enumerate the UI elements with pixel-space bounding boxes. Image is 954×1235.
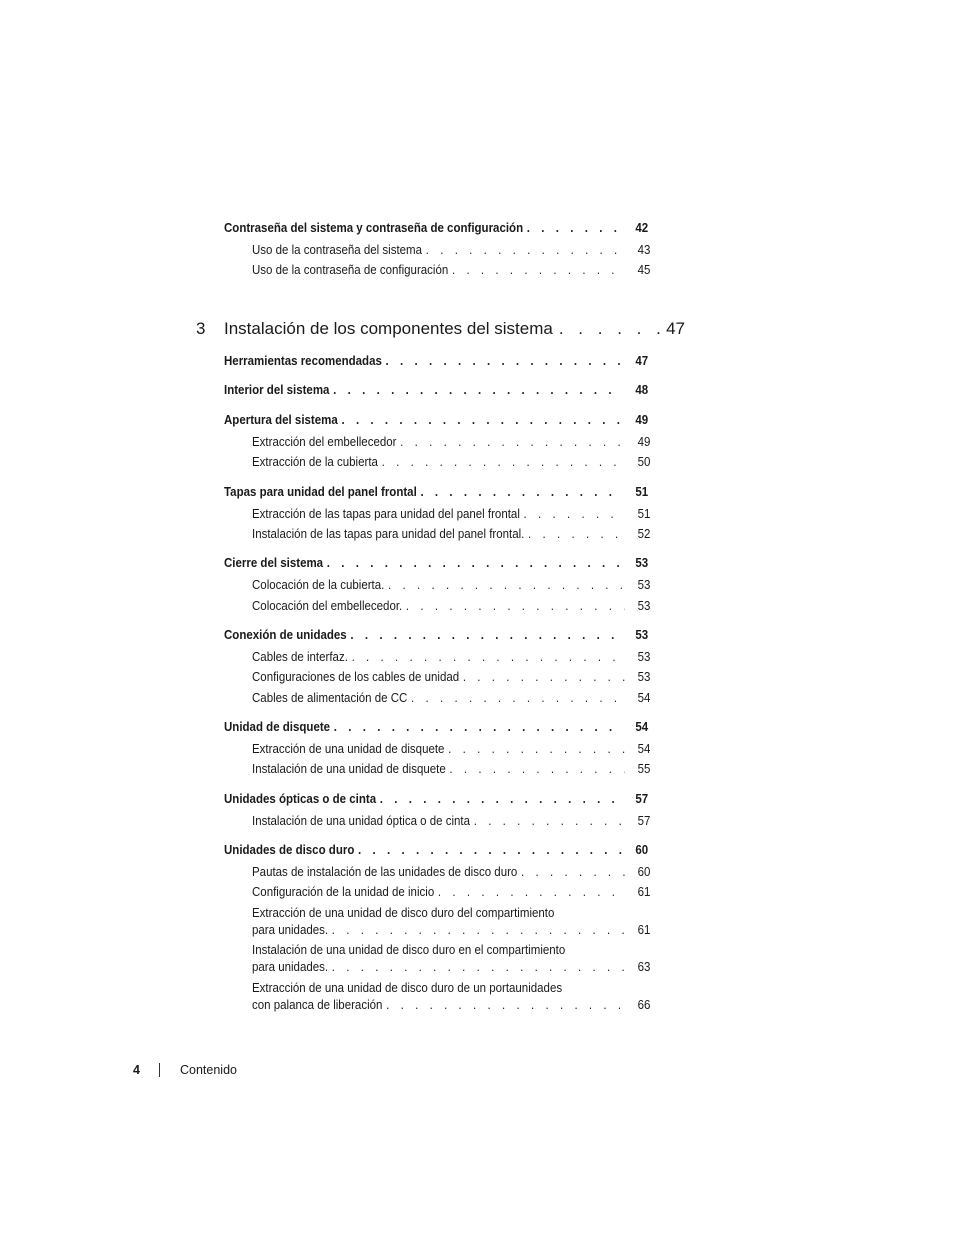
footer-page-number: 4 [133,1063,140,1077]
toc-entry[interactable] [252,649,650,665]
toc-entry-page: 61 [637,923,651,937]
toc-entry[interactable] [252,905,650,939]
toc-entry[interactable] [224,627,648,643]
leader-dots [388,577,625,593]
toc-entry-page: 60 [637,865,651,879]
leader-dots [406,598,625,614]
leader-dots [559,318,660,340]
toc-entry-page: 53 [635,628,649,642]
toc-entry-label: para unidades. [252,923,329,937]
leader-dots [527,220,623,236]
toc-entry-page: 63 [637,960,651,974]
toc-entry-label-line1: Extracción de una unidad de disco duro de un portaunidades [252,981,563,995]
toc-entry-page: 52 [637,527,651,541]
toc-entry-label: Instalación de una unidad de disquete [252,761,449,777]
toc-entry[interactable] [252,598,650,614]
leader-dots [420,484,622,500]
leader-dots [438,884,625,900]
toc-entry-label: Unidad de disquete [224,719,334,735]
toc-entry[interactable] [224,484,648,500]
leader-dots [386,997,624,1014]
toc-entry-label: Colocación del embellecedor. [252,598,406,614]
toc-entry[interactable] [252,669,650,685]
toc-entry[interactable] [252,813,650,829]
toc-entry-label: para unidades. [252,960,329,974]
toc-entry[interactable] [252,942,650,976]
toc-entry-label: Conexión de unidades [224,627,350,643]
toc-entry-page: 53 [637,599,651,613]
leader-dots [380,791,623,807]
chapter-page: 47 [666,319,685,338]
leader-dots [332,959,625,976]
toc-entry-page: 55 [637,762,651,776]
toc-entry-page: 53 [637,578,651,592]
toc-entry[interactable] [252,761,650,777]
toc-entry-page: 61 [637,885,651,899]
leader-dots [333,382,622,398]
toc-entry-label: Configuración de la unidad de inicio [252,884,438,900]
leader-dots [426,242,625,258]
toc-entry-page: 53 [635,556,649,570]
leader-dots [411,690,625,706]
toc-entry-page: 43 [637,243,651,257]
leader-dots [382,454,625,470]
toc-entry-label: con palanca de liberación [252,998,383,1012]
toc-entry-label: Instalación de una unidad óptica o de cinta [252,813,474,829]
toc-entry-label: Extracción de una unidad de disquete [252,741,448,757]
toc-entry-label: Configuraciones de los cables de unidad [252,669,463,685]
toc-entry[interactable] [224,220,648,236]
leader-dots [521,864,625,880]
toc-entry-label: Apertura del sistema [224,412,341,428]
toc-entry[interactable] [224,842,648,858]
leader-dots [332,922,625,939]
toc-entry-label: Colocación de la cubierta. [252,577,388,593]
toc-entry-label: Cierre del sistema [224,555,327,571]
toc-entry[interactable] [252,434,650,450]
toc-entry-label: Uso de la contraseña de configuración [252,262,452,278]
leader-dots [528,526,625,542]
toc-entry[interactable] [252,506,650,522]
toc-entry[interactable] [252,884,650,900]
toc-entry-page: 66 [637,998,651,1012]
toc-entry-label: Pautas de instalación de las unidades de disco duro [252,864,521,880]
toc-entry-page: 49 [637,435,651,449]
page-footer [133,1062,237,1078]
chapter-heading[interactable] [196,318,685,340]
toc-entry-label: Tapas para unidad del panel frontal [224,484,420,500]
toc-entry-label: Unidades ópticas o de cinta [224,791,380,807]
toc-entry-page: 54 [635,720,649,734]
toc-entry-page: 51 [635,485,649,499]
toc-entry-label: Cables de interfaz. [252,649,352,665]
toc-entry[interactable] [252,577,650,593]
chapter-title: Instalación de los componentes del sistema [224,319,553,338]
toc-entry-page: 50 [637,455,651,469]
toc-entry-page: 48 [635,383,649,397]
leader-dots [334,719,623,735]
toc-entry-label: Uso de la contraseña del sistema [252,242,426,258]
leader-dots [452,262,625,278]
toc-entry-page: 47 [635,354,649,368]
toc-entry-page: 42 [635,221,649,235]
toc-entry[interactable] [224,719,648,735]
toc-entry-label-line1: Instalación de una unidad de disco duro en el compartimiento [252,943,566,957]
toc-entry-page: 54 [637,691,651,705]
toc-entry-page: 57 [637,814,651,828]
leader-dots [449,761,624,777]
toc-entry[interactable] [252,864,650,880]
footer-section-title: Contenido [180,1063,237,1077]
toc-entry-label: Extracción de las tapas para unidad del panel frontal [252,506,524,522]
toc-entry-page: 53 [637,650,651,664]
leader-dots [463,669,625,685]
toc-entry-page: 60 [635,843,649,857]
leader-dots [400,434,624,450]
leader-dots [352,649,625,665]
toc-entry-label-line1: Extracción de una unidad de disco duro del compartimiento [252,906,555,920]
toc-entry-label: Unidades de disco duro [224,842,358,858]
toc-entry-label: Herramientas recomendadas [224,353,386,369]
toc-entry[interactable] [224,412,648,428]
chapter-number: 3 [196,319,206,338]
toc-entry[interactable] [224,555,648,571]
toc-entry-label: Extracción del embellecedor [252,434,400,450]
toc-entry-page: 57 [635,792,649,806]
toc-entry[interactable] [224,382,648,398]
toc-entry[interactable] [224,353,648,369]
toc-entry-page: 49 [635,413,649,427]
toc-entry[interactable] [252,980,650,1014]
leader-dots [448,741,624,757]
toc-entry[interactable] [224,791,648,807]
leader-dots [350,627,622,643]
toc-entry-page: 54 [637,742,651,756]
toc-entry-label: Cables de alimentación de CC [252,690,411,706]
toc-entry[interactable] [252,242,650,258]
leader-dots [474,813,625,829]
leader-dots [386,353,623,369]
toc-entry-label: Instalación de las tapas para unidad del panel frontal. [252,526,528,542]
toc-entry[interactable] [252,526,650,542]
toc-entry-label: Interior del sistema [224,382,333,398]
toc-entry-label: Extracción de la cubierta [252,454,382,470]
toc-entry-page: 45 [637,263,651,277]
toc-entry[interactable] [252,741,650,757]
toc-entry-label: Contraseña del sistema y contraseña de configuración [224,220,527,236]
footer-divider [159,1063,160,1077]
toc-entry-page: 53 [637,670,651,684]
toc-entry[interactable] [252,454,650,470]
leader-dots [341,412,622,428]
leader-dots [327,555,623,571]
toc-entry-page: 51 [637,507,651,521]
toc-entry[interactable] [252,262,650,278]
leader-dots [524,506,625,522]
leader-dots [358,842,622,858]
toc-entry[interactable] [252,690,650,706]
